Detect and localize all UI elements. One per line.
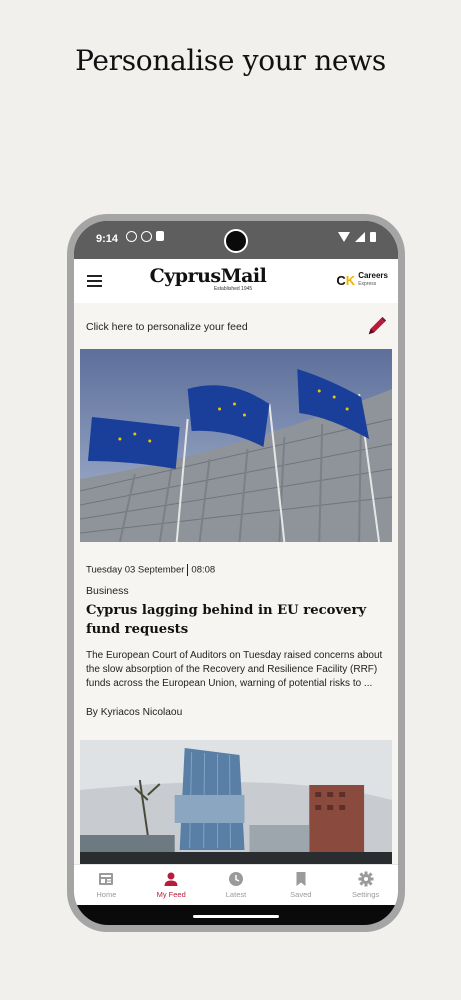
bookmark-icon <box>293 871 309 887</box>
person-icon <box>163 871 179 887</box>
gear-icon <box>358 871 374 887</box>
careers-express-link[interactable] <box>336 272 388 288</box>
app-screen <box>74 259 398 905</box>
nav-my-feed[interactable] <box>139 865 204 905</box>
nav-label: Latest <box>225 890 247 899</box>
phone-screen <box>74 221 398 925</box>
article-title[interactable]: Cyprus lagging behind in EU recovery fund requests <box>86 603 367 637</box>
logo-tagline: Established 1945 <box>213 286 253 292</box>
do-not-disturb-icon <box>141 231 152 242</box>
status-icons-left <box>126 231 164 242</box>
careers-text <box>358 272 388 288</box>
article-image[interactable] <box>80 349 392 542</box>
phone-frame <box>67 214 405 932</box>
clock-icon <box>228 871 244 887</box>
careers-label: Careers <box>358 271 388 280</box>
personalize-text[interactable]: Click here to personalize your feed <box>86 321 248 333</box>
meta-divider <box>187 564 188 576</box>
nav-label: Home <box>96 890 117 899</box>
camera-cutout <box>224 229 248 253</box>
article-date: Tuesday 03 September <box>86 564 185 576</box>
app-bar <box>74 259 398 303</box>
article-card[interactable] <box>80 349 392 718</box>
promo-headline: Personalise your news <box>75 44 386 77</box>
article-card[interactable] <box>80 740 392 870</box>
nav-label: Saved <box>290 890 312 899</box>
article-meta <box>86 564 215 576</box>
nav-latest[interactable] <box>204 865 269 905</box>
nav-settings[interactable] <box>333 865 398 905</box>
battery-icon <box>370 232 376 242</box>
bottom-nav <box>74 864 398 905</box>
pencil-icon[interactable] <box>366 315 388 337</box>
careers-logo-icon: CK <box>336 272 356 288</box>
info-icon <box>126 231 137 242</box>
menu-icon[interactable] <box>87 275 102 287</box>
cyprus-mail-logo[interactable] <box>128 265 288 292</box>
personalize-banner[interactable] <box>74 303 398 349</box>
status-bar <box>74 221 398 259</box>
newspaper-icon <box>98 871 114 887</box>
article-time: 08:08 <box>191 564 216 576</box>
sim-icon <box>156 231 164 241</box>
nav-saved[interactable] <box>268 865 333 905</box>
article-summary: The European Court of Auditors on Tuesday raised concerns about the slow absorption of the Recovery and Resilience Facility (RRF) funds across the European Union, warning of potential risks to ... <box>86 650 383 689</box>
signal-icon <box>355 232 365 242</box>
status-time: 9:14 <box>96 233 119 245</box>
article-section[interactable]: Business <box>86 585 129 597</box>
gesture-bar[interactable] <box>193 915 279 918</box>
wifi-icon <box>338 232 350 242</box>
nav-label: Settings <box>352 890 380 899</box>
article-image[interactable] <box>80 740 392 870</box>
nav-home[interactable] <box>74 865 139 905</box>
logo-name: CyprusMail <box>149 265 267 287</box>
nav-label: My Feed <box>156 890 186 899</box>
article-byline: By Kyriacos Nicolaou <box>86 707 183 718</box>
status-icons-right <box>338 232 376 242</box>
careers-sub: Express <box>358 281 377 287</box>
